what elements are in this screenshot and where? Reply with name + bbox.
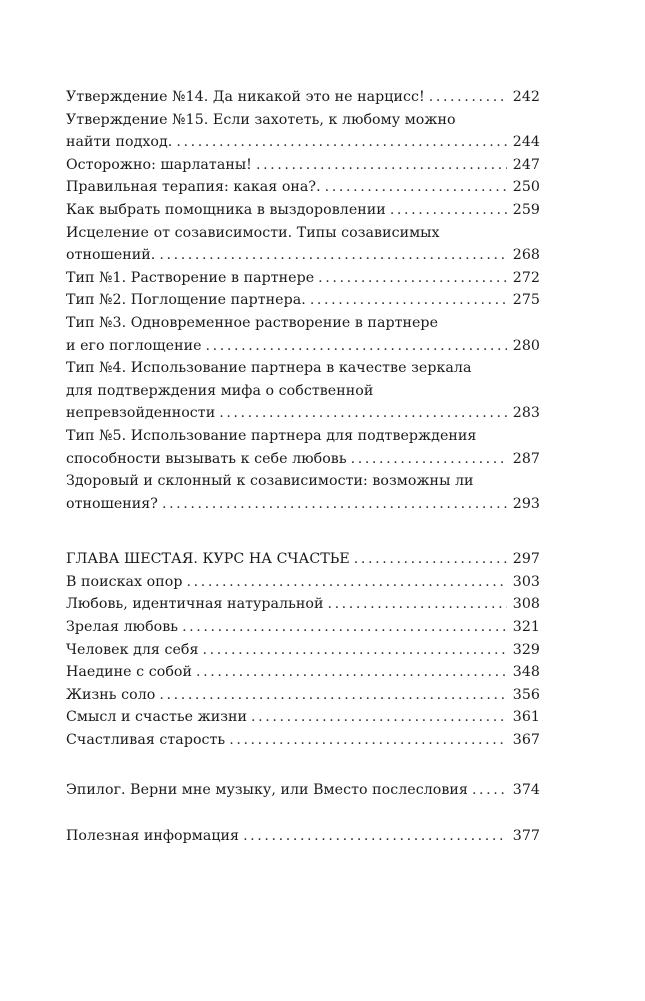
toc-entry-title-line: Утверждение №15. Если захотеть, к любому можно: [66, 111, 456, 128]
toc-entry: [66, 154, 540, 177]
toc-entry-row: [66, 448, 540, 471]
dot-leader: [325, 176, 507, 199]
toc-entry: [66, 548, 540, 571]
toc-entry-row: [66, 199, 540, 222]
toc-entry-title-line: Полезная информация: [66, 828, 240, 845]
toc-entry-title-line: Здоровый и склонный к созависимости: возможны ли: [66, 473, 474, 490]
dot-leader: [203, 639, 507, 662]
toc-entry-title-line: Эпилог. Верни мне музыку, или Вместо послесловия: [66, 781, 468, 798]
toc-entry-title-line: ГЛАВА ШЕСТАЯ. КУРС НА СЧАСТЬЕ: [66, 551, 350, 568]
toc-entry: [66, 222, 540, 267]
toc-entry-title-line: Любовь, идентичная натуральной: [66, 596, 324, 613]
toc-entry-title-line: Как выбрать помощника в выздоровлении: [66, 201, 386, 218]
toc-entry-title-line: Счастливая старость: [66, 732, 226, 749]
toc-page-number: 280: [512, 337, 540, 354]
dot-leader: [351, 448, 507, 471]
toc-entry: [66, 357, 540, 425]
toc-entry-row: [66, 616, 540, 639]
toc-entry: [66, 779, 540, 802]
toc-entry-row: [66, 571, 540, 594]
toc-entry: [66, 86, 540, 109]
dot-leader: [182, 616, 507, 639]
toc-entry-row: [66, 661, 540, 684]
toc-entry-title-line: отношений.: [66, 247, 156, 264]
toc-entry-title-line: В поисках опор: [66, 573, 183, 590]
toc-entry: [66, 593, 540, 616]
toc-page-number: 348: [512, 664, 540, 681]
toc-entry-title-line: Тип №3. Одновременное растворение в партнере: [66, 314, 439, 331]
toc-entry: [66, 109, 540, 154]
dot-leader: [219, 402, 507, 425]
toc-entry: [66, 425, 540, 470]
toc-page-number: 293: [512, 495, 540, 512]
dot-leader: [318, 267, 507, 290]
toc-entry: [66, 199, 540, 222]
toc-entry: [66, 571, 540, 594]
toc-entry-title-line: Тип №2. Поглощение партнера.: [66, 292, 306, 309]
toc-page-number: 244: [512, 134, 540, 151]
toc-entry: [66, 661, 540, 684]
toc-entry-title-line: для подтверждения мифа о собственной: [66, 382, 374, 399]
toc-page-number: 259: [512, 201, 540, 218]
toc-page-number: 329: [512, 641, 540, 658]
toc-entry: [66, 825, 540, 848]
toc-page-number: 308: [512, 596, 540, 613]
toc-entry-title-line: Тип №1. Растворение в партнере: [66, 269, 315, 286]
section-spacer: [66, 801, 540, 825]
toc-page-number: 247: [512, 156, 540, 173]
toc-section-3: [66, 779, 540, 802]
toc-entry-title-line: Утверждение №14. Да никакой это не нарцисс!: [66, 89, 425, 105]
toc-entry-row: [66, 267, 540, 290]
toc-entry-row: [66, 335, 540, 358]
toc-section-4: [66, 825, 540, 848]
toc-entry: [66, 289, 540, 312]
toc-entry-row: [66, 244, 540, 267]
toc-page-number: 242: [512, 89, 540, 105]
toc-entry-row: [66, 289, 540, 312]
toc-entry-title-line: Правильная терапия: какая она?.: [66, 179, 321, 196]
toc-entry-row: [66, 779, 540, 802]
toc-entry: [66, 616, 540, 639]
toc-entry-row: [66, 402, 540, 425]
toc-section-2: [66, 548, 540, 751]
toc-page-number: 287: [512, 450, 540, 467]
toc-entry-title-line: Исцеление от созависимости. Типы созависимых: [66, 224, 440, 241]
dot-leader: [327, 593, 506, 616]
toc-page-number: 268: [512, 247, 540, 264]
toc-page-number: 297: [512, 551, 540, 568]
toc-entry-title-line: Зрелая любовь: [66, 619, 179, 636]
toc-entry-title-line: Тип №4. Использование партнера в качестве зеркала: [66, 360, 472, 377]
toc-page-number: 250: [512, 179, 540, 196]
dot-leader: [472, 779, 507, 802]
toc-page-number: 356: [512, 686, 540, 703]
toc-entry-title-line: непревзойденности: [66, 405, 216, 422]
toc-entry: [66, 639, 540, 662]
dot-leader: [251, 706, 507, 729]
toc-page-number: 283: [512, 405, 540, 422]
toc-entry-title-line: и его поглощение: [66, 337, 202, 354]
toc-page-number: 321: [512, 619, 540, 636]
toc-entry: [66, 312, 540, 357]
toc-entry-row: [66, 131, 540, 154]
toc-entry-row: [66, 493, 540, 516]
toc-entry: [66, 176, 540, 199]
dot-leader: [310, 289, 507, 312]
toc-entry-row: [66, 825, 540, 848]
toc-entry-title-line: Человек для себя: [66, 641, 199, 658]
toc-page-number: 377: [512, 828, 540, 845]
dot-leader: [429, 86, 507, 109]
dot-leader: [159, 244, 506, 267]
toc-entry-row: [66, 548, 540, 571]
dot-leader: [354, 548, 507, 571]
toc-entry-row: [66, 86, 540, 109]
toc-entry: [66, 470, 540, 515]
toc-entry-title-line: Жизнь соло: [66, 686, 156, 703]
dot-leader: [162, 493, 507, 516]
toc-entry-row: [66, 706, 540, 729]
toc-page-number: 303: [512, 573, 540, 590]
toc-page-number: 361: [512, 709, 540, 726]
toc-entry-title-line: способности вызывать к себе любовь: [66, 450, 347, 467]
dot-leader: [196, 661, 507, 684]
table-of-contents: [66, 86, 540, 848]
toc-entry-title-line: Осторожно: шарлатаны!: [66, 156, 252, 173]
dot-leader: [243, 825, 507, 848]
section-spacer: [66, 515, 540, 548]
toc-entry-row: [66, 176, 540, 199]
dot-leader: [176, 131, 506, 154]
toc-entry: [66, 267, 540, 290]
toc-entry-title-line: Тип №5. Использование партнера для подтверждения: [66, 427, 477, 444]
toc-entry-row: [66, 593, 540, 616]
toc-entry: [66, 729, 540, 752]
toc-page-number: 367: [512, 732, 540, 749]
toc-section-1: [66, 86, 540, 515]
dot-leader: [390, 199, 507, 222]
toc-entry-row: [66, 684, 540, 707]
dot-leader: [206, 335, 507, 358]
toc-entry-row: [66, 154, 540, 177]
toc-entry-title-line: отношения?: [66, 495, 158, 512]
section-spacer: [66, 752, 540, 779]
toc-entry: [66, 684, 540, 707]
toc-page-number: 374: [512, 781, 540, 798]
dot-leader: [159, 684, 506, 707]
toc-entry-row: [66, 639, 540, 662]
dot-leader: [229, 729, 507, 752]
toc-entry-row: [66, 729, 540, 752]
toc-page-number: 272: [512, 269, 540, 286]
toc-entry-title-line: Наедине с собой: [66, 664, 193, 681]
toc-entry: [66, 706, 540, 729]
dot-leader: [256, 154, 507, 177]
toc-entry-title-line: Смысл и счастье жизни: [66, 709, 248, 726]
toc-page-number: 275: [512, 292, 540, 309]
dot-leader: [187, 571, 507, 594]
toc-entry-title-line: найти подход.: [66, 134, 173, 151]
